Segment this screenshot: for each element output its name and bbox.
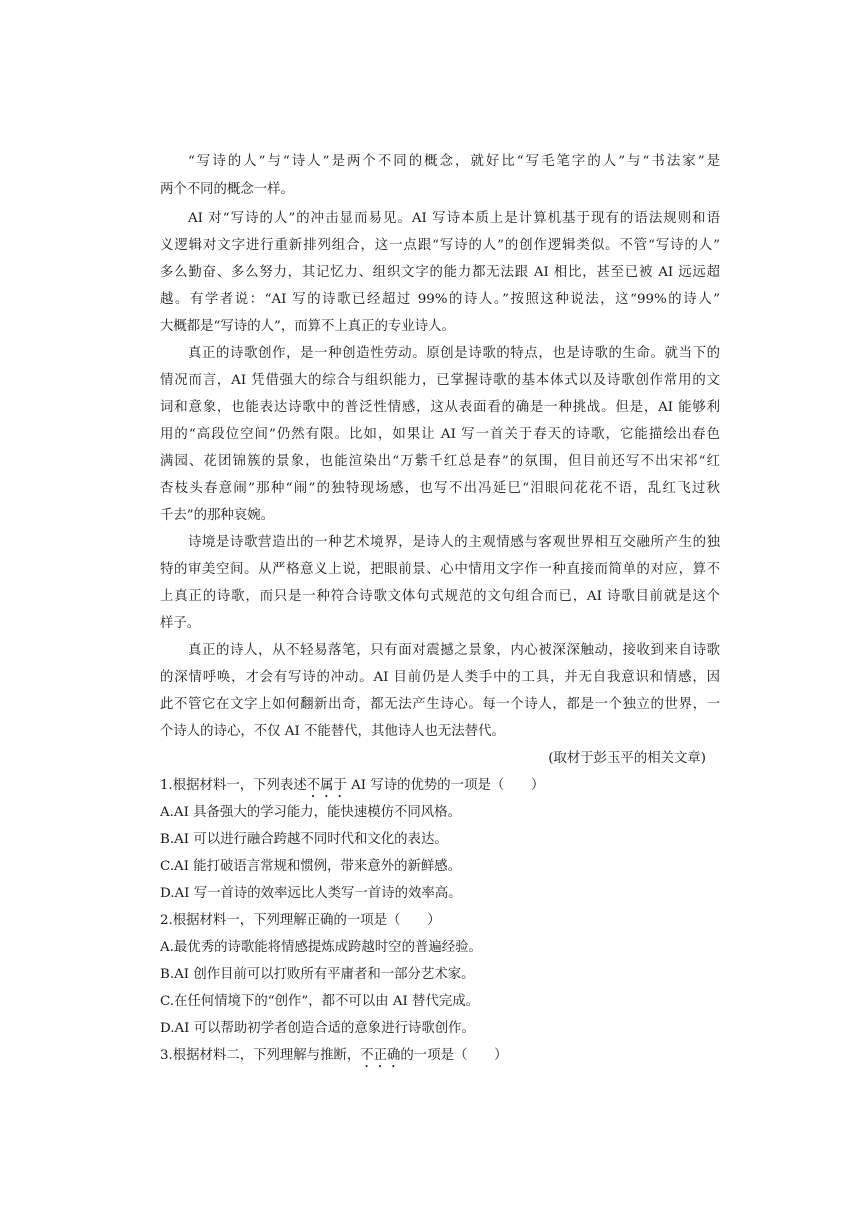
passage-line: 情况而言，AI 凭借强大的综合与组织能力，已掌握诗歌的基本体式以及诗歌创作常用的文 (160, 373, 720, 388)
passage-line: 越。有学者说：“AI 写的诗歌已经超过 99%的诗人。”按照这种说法，这“99%的诗人” (160, 292, 720, 307)
passage-line: 的深情呼唤，才会有写诗的冲动。AI 目前仍是人类手中的工具，并无自我意识和情感，因 (160, 670, 720, 685)
passage-line: 特的审美空间。从严格意义上说，把眼前景、心中情用文字作一种直接而简单的对应，算不 (160, 562, 720, 577)
passage-line: 上真正的诗歌，而只是一种符合诗歌文体句式规范的文句组合而已，AI 诗歌目前就是这个 (160, 589, 720, 604)
question-stem (160, 777, 544, 801)
question-stem (160, 912, 441, 930)
question-stem-text: 3.根据材料二，下列理解与推断， (160, 1048, 361, 1063)
question-stem-text: 1.根据材料一，下列表述 (160, 778, 307, 793)
passage-line: 样子。 (160, 616, 201, 631)
emphasis-word: 不属于 (306, 778, 347, 793)
option-item[interactable]: A.AI 具备强大的学习能力，能快速模仿不同风格。 (160, 805, 461, 820)
option-item[interactable]: B.AI 创作目前可以打败所有平庸者和一部分艺术家。 (160, 967, 475, 982)
passage-line: 用的“高段位空间”仍然有限。比如，如果让 AI 写一首关于春天的诗歌，它能描绘出春色 (160, 427, 720, 442)
question-stem-text: AI 写诗的优势的一项是（ ） (346, 778, 545, 793)
option-item[interactable]: B.AI 可以进行融合跨越不同时代和文化的表达。 (160, 832, 448, 847)
option-item[interactable]: C.在任何情境下的“创作”，都不可以由 AI 替代完成。 (160, 994, 479, 1009)
passage-line: 词和意象，也能表达诗歌中的普泛性情感，这从表面看的确是一种挑战。但是，AI 能够利 (160, 400, 720, 415)
passage-line: 多么勤奋、多么努力，其记忆力、组织文字的能力都无法跟 AI 相比，甚至已被 AI 远远超 (160, 265, 720, 280)
emphasis-dotted-text (307, 778, 347, 793)
question-stem-text: 2.根据材料一，下列理解正确的一项是（ ） (160, 913, 441, 928)
question-stem-text: 的一项是（ ） (400, 1048, 508, 1063)
option-item[interactable]: A.最优秀的诗歌能将情感提炼成跨越时空的普遍经验。 (160, 940, 482, 955)
passage-line: 两个不同的概念一样。 (160, 182, 294, 197)
passage-line: 义逻辑对文字进行重新排列组合，这一点跟“写诗的人”的创作逻辑类似。不管“写诗的人” (160, 238, 720, 253)
option-item[interactable]: C.AI 能打破语言常规和惯例，带来意外的新鲜感。 (160, 859, 462, 874)
passage-line: 杏枝头春意闹”那种“闹”的独特现场感，也写不出冯延巳“泪眼问花花不语，乱红飞过秋 (160, 481, 720, 496)
passage-line: AI 对“写诗的人”的冲击显而易见。AI 写诗本质上是计算机基于现有的语法规则和语 (188, 211, 720, 226)
passage-line: 此不管它在文字上如何翻新出奇，都无法产生诗心。每一个诗人，都是一个独立的世界，一 (160, 697, 720, 712)
option-item[interactable]: D.AI 写一首诗的效率远比人类写一首诗的效率高。 (160, 886, 462, 901)
passage-line: 真正的诗歌创作，是一种创造性劳动。原创是诗歌的特点，也是诗歌的生命。就当下的 (188, 346, 720, 361)
question-stem (160, 1047, 508, 1071)
passage-line: 真正的诗人，从不轻易落笔，只有面对震撼之景象，内心被深深触动，接收到来自诗歌 (188, 643, 720, 658)
emphasis-word: 不正确 (360, 1048, 401, 1063)
passage-line: 满园、花团锦簇的景象，也能渲染出“万紫千红总是春”的氛围，但目前还写不出宋祁“红 (160, 454, 720, 469)
passage-line: 大概都是“写诗的人”，而算不上真正的专业诗人。 (160, 319, 455, 334)
passage-line: 个诗人的诗心，不仅 AI 不能替代，其他诗人也无法替代。 (160, 724, 505, 739)
passage-line: 千去”的那种哀婉。 (160, 508, 274, 523)
option-item[interactable]: D.AI 可以帮助初学者创造合适的意象进行诗歌创作。 (160, 1021, 475, 1036)
passage-line: “写诗的人”与“诗人”是两个不同的概念，就好比“写毛笔字的人”与“书法家”是 (188, 154, 720, 169)
passage-line: 诗境是诗歌营造出的一种艺术境界，是诗人的主观情感与客观世界相互交融所产生的独 (188, 535, 720, 550)
source-attribution: (取材于彭玉平的相关文章) (548, 751, 706, 766)
